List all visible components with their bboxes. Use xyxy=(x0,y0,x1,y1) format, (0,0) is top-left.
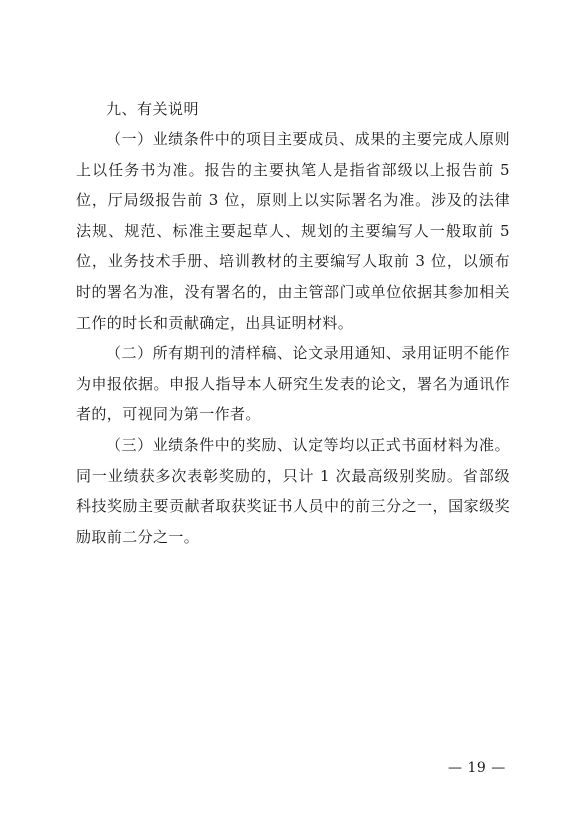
paragraph-3: （三）业绩条件中的奖励、认定等均以正式书面材料为准。同一业绩获多次表彰奖励的，只计 1 次最高级别奖励。省部级科技奖励主要贡献者取获奖证书人员中的前三分之一，国家级奖励取前二分之一。 xyxy=(76,435,510,546)
page-number: — 19 — xyxy=(448,760,506,776)
document-body xyxy=(76,94,510,552)
paragraph-2: （二）所有期刊的清样稿、论文录用通知、录用证明不能作为申报依据。申报人指导本人研究生发表的论文，署名为通讯作者的，可视同为第一作者。 xyxy=(76,344,510,424)
section-heading: 九、有关说明 xyxy=(106,100,200,118)
paragraph-1: （一）业绩条件中的项目主要成员、成果的主要完成人原则上以任务书为准。报告的主要执笔人是指省部级以上报告前 5 位，厅局级报告前 3 位，原则上以实际署名为准。涉及的法律法规、规范、标准主要起草人、规划的主要编写人一般取前 5 位，业务技术手册、培训教材的主要编写人取前 3 位，以颁布时的署名为准，没有署名的，由主管部门或单位依据其参加相关工作的时长和贡献确定，出具证明材料。 xyxy=(76,130,510,332)
